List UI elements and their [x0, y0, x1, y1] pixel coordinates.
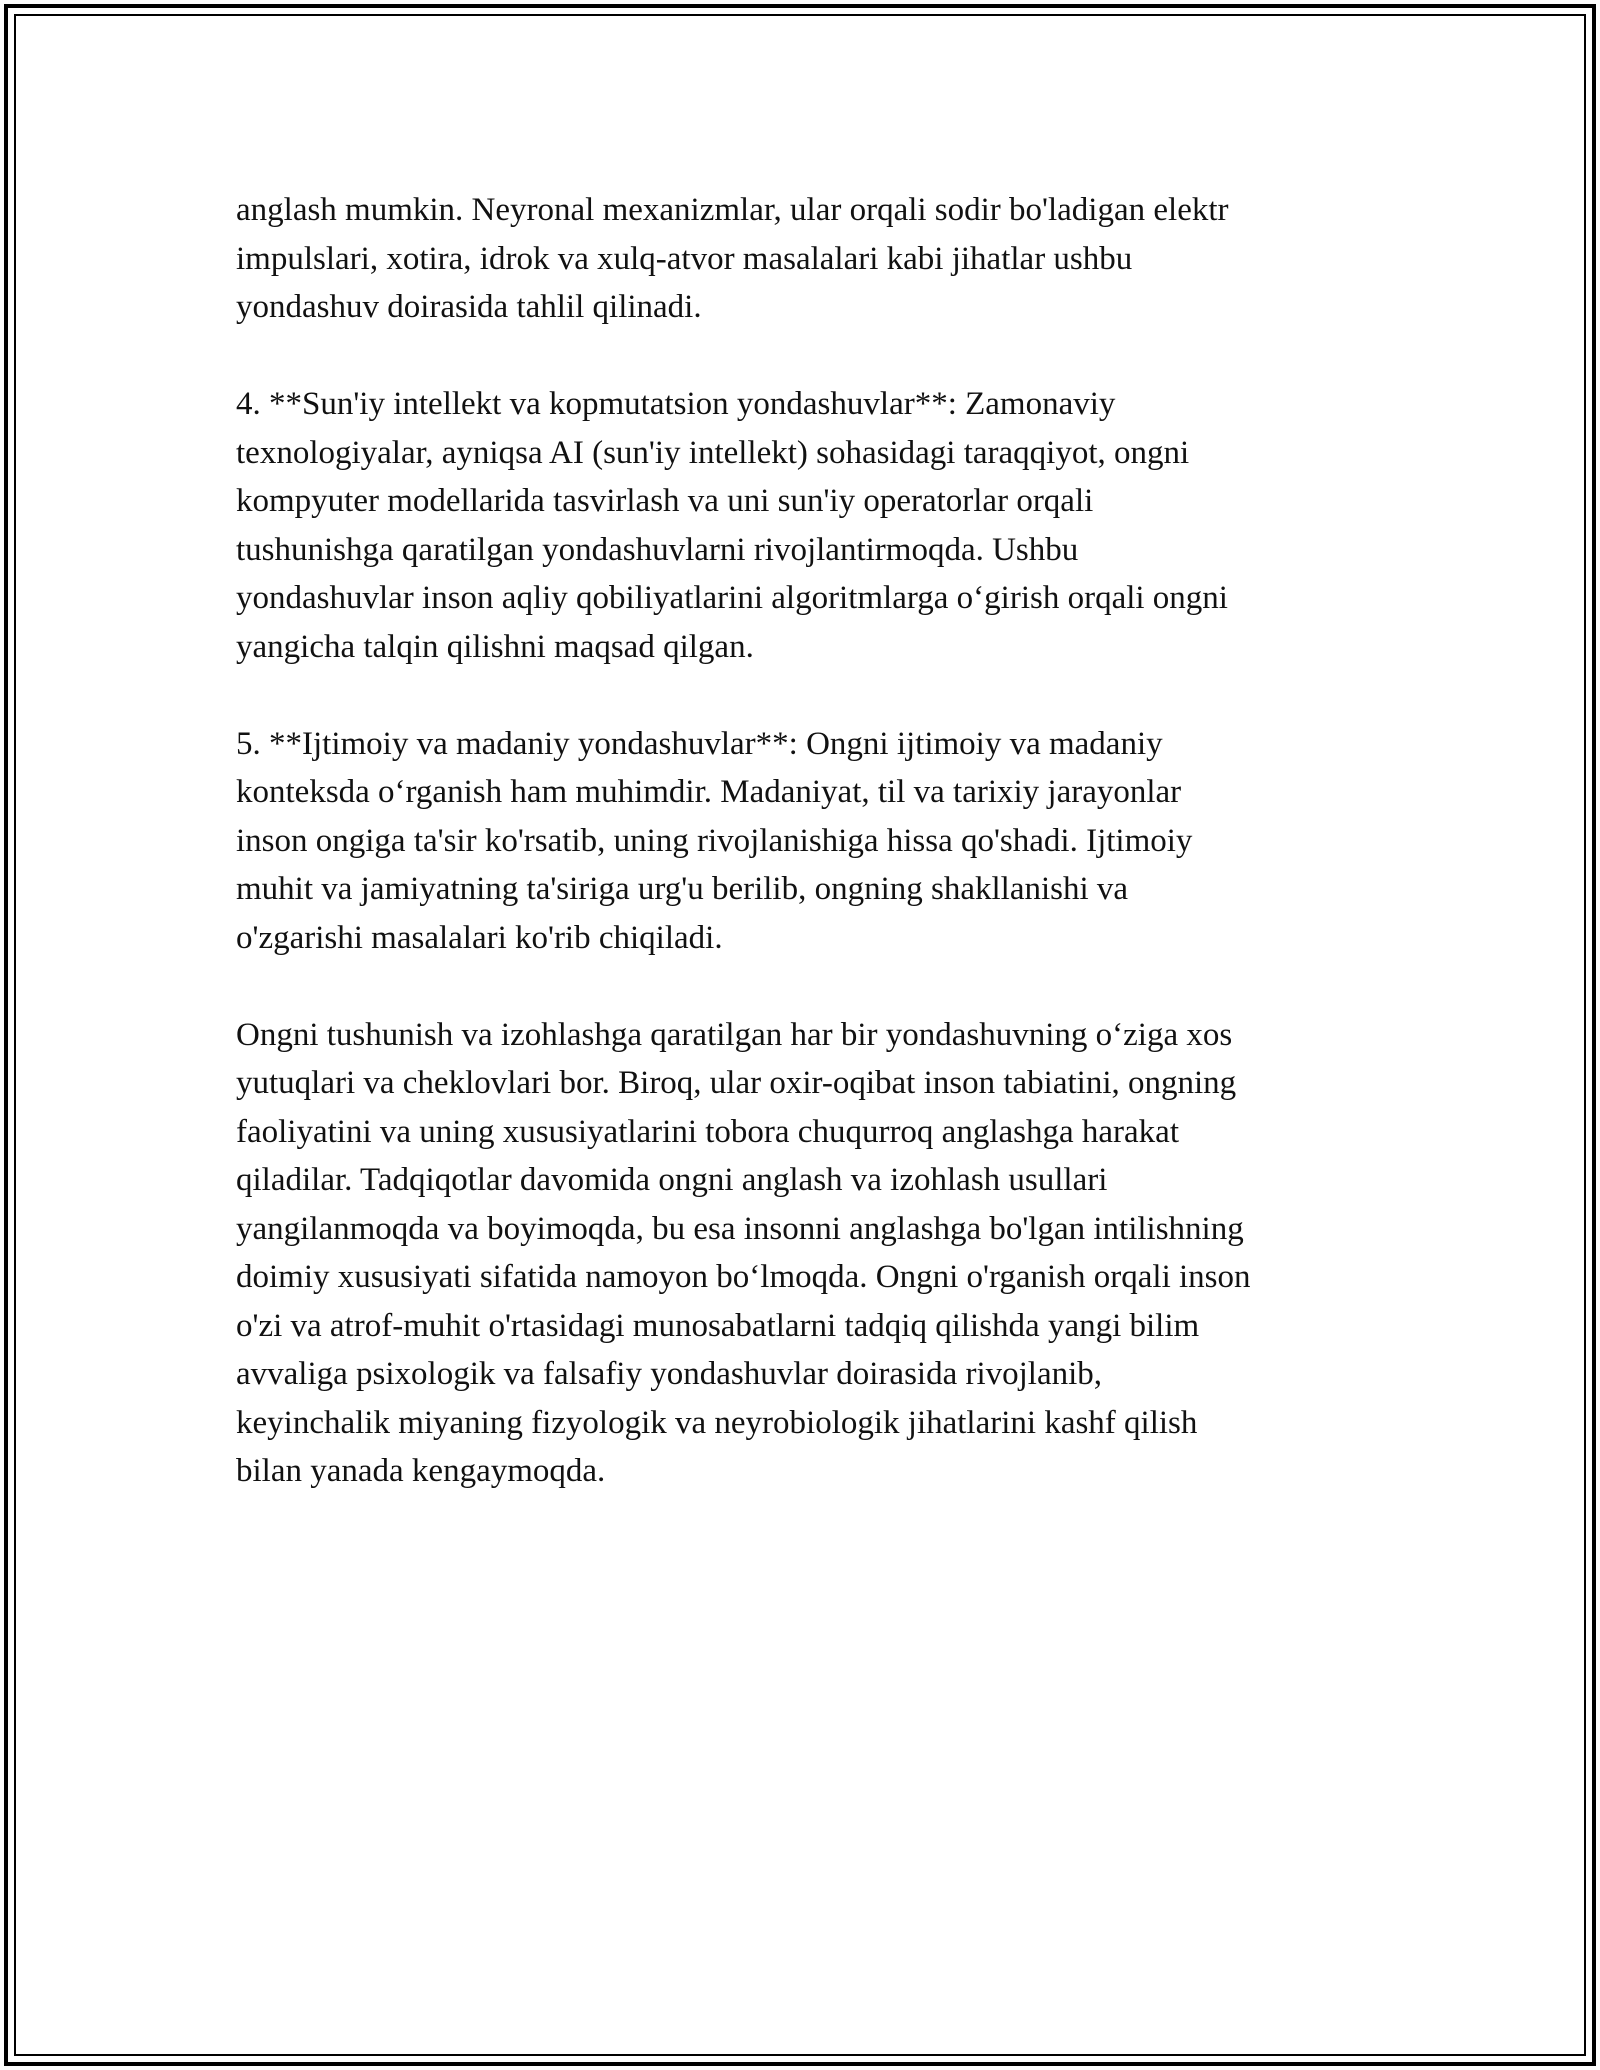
document-body — [236, 186, 1376, 1544]
paragraph-neuro-continuation: anglash mumkin. Neyronal mexanizmlar, ular orqali sodir bo'ladigan elektr impulslari, xotira, idrok va xulq-atvor masalalari kabi jihatlar ushbu yondashuv doirasida tahlil qilinadi. — [236, 192, 1229, 325]
paragraph-social-cultural-approaches: 5. **Ijtimoiy va madaniy yondashuvlar**: Ongni ijtimoiy va madaniy konteksda o‘rganish ham muhimdir. Madaniyat, til va tarixiy jarayonlar inson ongiga ta'sir ko'rsatib, uning rivojlanishiga hissa qo'shadi. Ijtimoiy muhit va jamiyatning ta'siriga urg'u berilib, ongning shakllanishi va o'zgarishi masalalari ko'rib chiqiladi. — [236, 725, 1193, 956]
paragraph-ai-approaches: 4. **Sun'iy intellekt va kopmutatsion yondashuvlar**: Zamonaviy texnologiyalar, ayniqsa AI (sun'iy intellekt) sohasidagi taraqqiyot, ongni kompyuter modellarida tasvirlash va uni sun'iy operatorlar orqali tushunishga qaratilgan yondashuvlarni rivojlantirmoqda. Ushbu yondashuvlar inson aqliy qobiliyatlarini algoritmlarga o‘girish orqali ongni yangicha talqin qilishni maqsad qilgan. — [236, 386, 1228, 665]
paragraph-conclusion: Ongni tushunish va izohlashga qaratilgan har bir yondashuvning o‘ziga xos yutuqlari va cheklovlari bor. Biroq, ular oxir-oqibat inson tabiatini, ongning faoliyatini va uning xususiyatlarini tobora chuqurroq anglashga harakat qiladilar. Tadqiqotlar davomida ongni anglash va izohlash usullari yangilanmoqda va boyimoqda, bu esa insonni anglashga bo'lgan intilishning doimiy xususiyati sifatida namoyon bo‘lmoqda. Ongni o'rganish orqali inson o'zi va atrof-muhit o'rtasidagi munosabatlarni tadqiq qilishda yangi bilim avvaliga psixologik va falsafiy yondashuvlar doirasida rivojlanib, keyinchalik miyaning fizyologik va neyrobiologik jihatlarini kashf qilish bilan yanada kengaymoqda. — [236, 1016, 1251, 1489]
